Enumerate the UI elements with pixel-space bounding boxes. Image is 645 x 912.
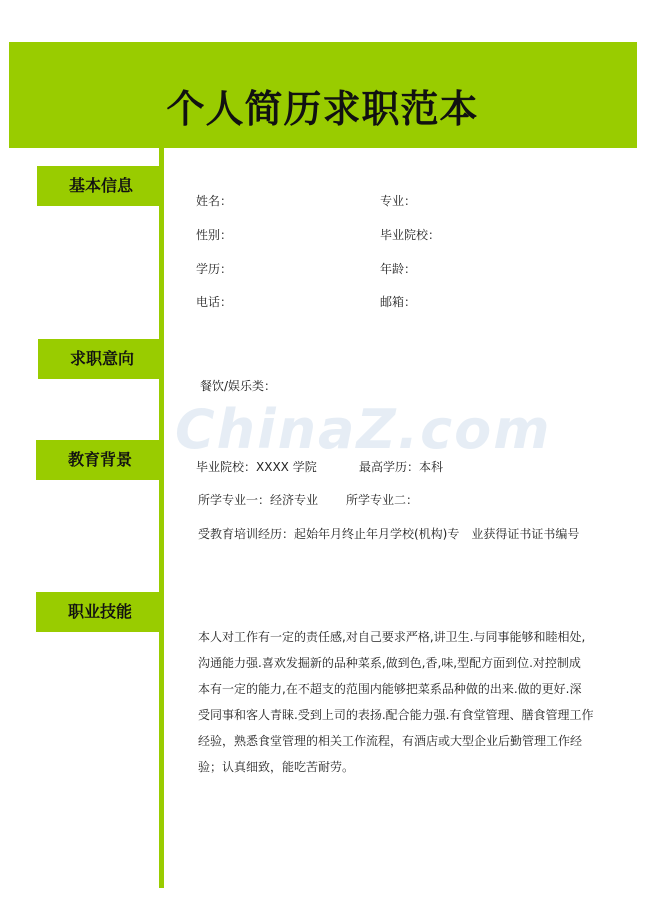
skills-line: 沟通能力强.喜欢发掘新的品种菜系,做到色,香,味,型配方面到位.对控制成 [198, 656, 581, 670]
section-label-education: 教育背景 [68, 450, 133, 469]
field-school: 毕业院校： [380, 228, 441, 242]
skills-paragraph [198, 624, 598, 780]
field-gender: 性别： [196, 228, 233, 242]
edu-major1: 所学专业一：经济专业 [198, 493, 319, 507]
field-phone: 电话： [196, 295, 233, 309]
section-tab-basic [37, 166, 159, 206]
section-tab-skills [36, 592, 159, 632]
skills-line: 受同事和客人青睐.受到上司的表扬.配合能力强.有食堂管理、膳食管理工作 [198, 708, 594, 722]
timeline-line [159, 148, 164, 888]
field-degree: 学历： [196, 262, 233, 276]
section-tab-education [36, 440, 159, 480]
field-name: 姓名： [196, 194, 233, 208]
section-label-basic: 基本信息 [69, 176, 134, 195]
section-label-intent: 求职意向 [70, 349, 135, 368]
watermark: ChinaZ.com [175, 398, 552, 461]
edu-highest: 最高学历：本科 [359, 460, 444, 474]
edu-major2: 所学专业二： [346, 493, 419, 507]
field-email: 邮箱： [380, 295, 417, 309]
intent-text: 餐饮/娱乐类： [200, 379, 277, 393]
page-title: 个人简历求职范本 [166, 87, 479, 131]
field-age: 年龄： [380, 262, 417, 276]
skills-line: 本人对工作有一定的责任感,对自己要求严格,讲卫生.与同事能够和睦相处, [198, 630, 586, 644]
skills-line: 验；认真细致，能吃苦耐劳。 [198, 760, 355, 774]
edu-training: 受教育培训经历：起始年月终止年月学校(机构)专 业获得证书证书编号 [198, 527, 580, 541]
field-major: 专业： [380, 194, 417, 208]
section-tab-intent [38, 339, 159, 379]
edu-school: 毕业院校：XXXX 学院 [196, 460, 317, 474]
section-label-skills: 职业技能 [68, 602, 133, 621]
skills-line: 经验，熟悉食堂管理的相关工作流程，有酒店或大型企业后勤管理工作经 [198, 734, 583, 748]
skills-line: 本有一定的能力,在不超支的范围内能够把菜系品种做的出来.做的更好.深 [198, 682, 582, 696]
